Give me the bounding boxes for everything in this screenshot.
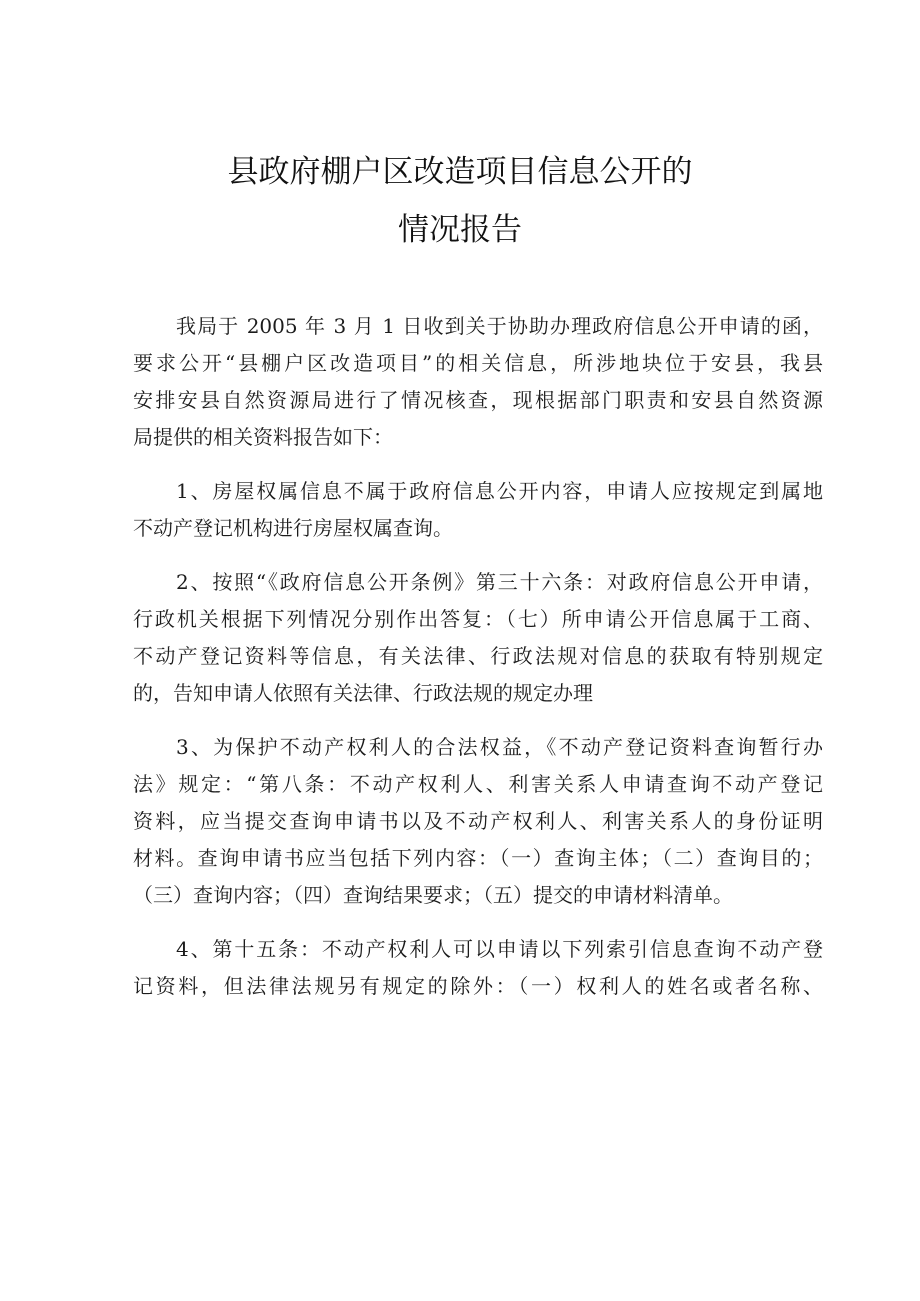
text-line: 安排安县自然资源局进行了情况核查，现根据部门职责和安县自然资源 (133, 388, 823, 412)
text-line: 3、为保护不动产权利人的合法权益，《不动产登记资料查询暂行办 (176, 735, 823, 759)
text-line: 要求公开“县棚户区改造项目”的相关信息，所涉地块位于安县，我县 (133, 351, 823, 375)
text-line: 行政机关根据下列情况分别作出答复：（七）所申请公开信息属于工商、 (133, 607, 823, 631)
paragraph-item-4 (133, 931, 823, 1005)
text-line: 资料，应当提交查询申请书以及不动产权利人、利害关系人的身份证明 (133, 809, 823, 833)
text-line: 不动产登记机构进行房屋权属查询。 (133, 516, 453, 540)
text-line: 2、按照“《政府信息公开条例》第三十六条：对政府信息公开申请， (176, 570, 823, 594)
text-line: 法》规定：“第八条：不动产权利人、利害关系人申请查询不动产登记 (133, 772, 823, 796)
paragraph-intro (133, 308, 823, 456)
paragraph-item-3 (133, 729, 823, 914)
text-line: 不动产登记资料等信息，有关法律、行政法规对信息的获取有特别规定 (133, 644, 823, 668)
text-line: 4、第十五条：不动产权利人可以申请以下列索引信息查询不动产登 (176, 937, 823, 961)
text-line: 的，告知申请人依照有关法律、行政法规的规定办理 (133, 681, 593, 705)
paragraph-item-1 (133, 473, 823, 547)
title-line-2: 情况报告 (398, 212, 522, 248)
text-line: 1、房屋权属信息不属于政府信息公开内容，申请人应按规定到属地 (176, 479, 823, 503)
paragraph-item-2 (133, 564, 823, 712)
document-body (133, 308, 823, 1005)
text-line: 局提供的相关资料报告如下： (133, 425, 393, 449)
text-line: 我局于 2005 年 3 月 1 日收到关于协助办理政府信息公开申请的函， (176, 314, 823, 338)
text-line: 材料。查询申请书应当包括下列内容：（一）查询主体；（二）查询目的； (133, 846, 823, 870)
document-title (0, 143, 920, 259)
title-line-1: 县政府棚户区改造项目信息公开的 (227, 154, 693, 190)
text-line: 记资料，但法律法规另有规定的除外：（一）权利人的姓名或者名称、 (133, 974, 823, 998)
text-line: （三）查询内容；（四）查询结果要求；（五）提交的申请材料清单。 (133, 883, 733, 907)
